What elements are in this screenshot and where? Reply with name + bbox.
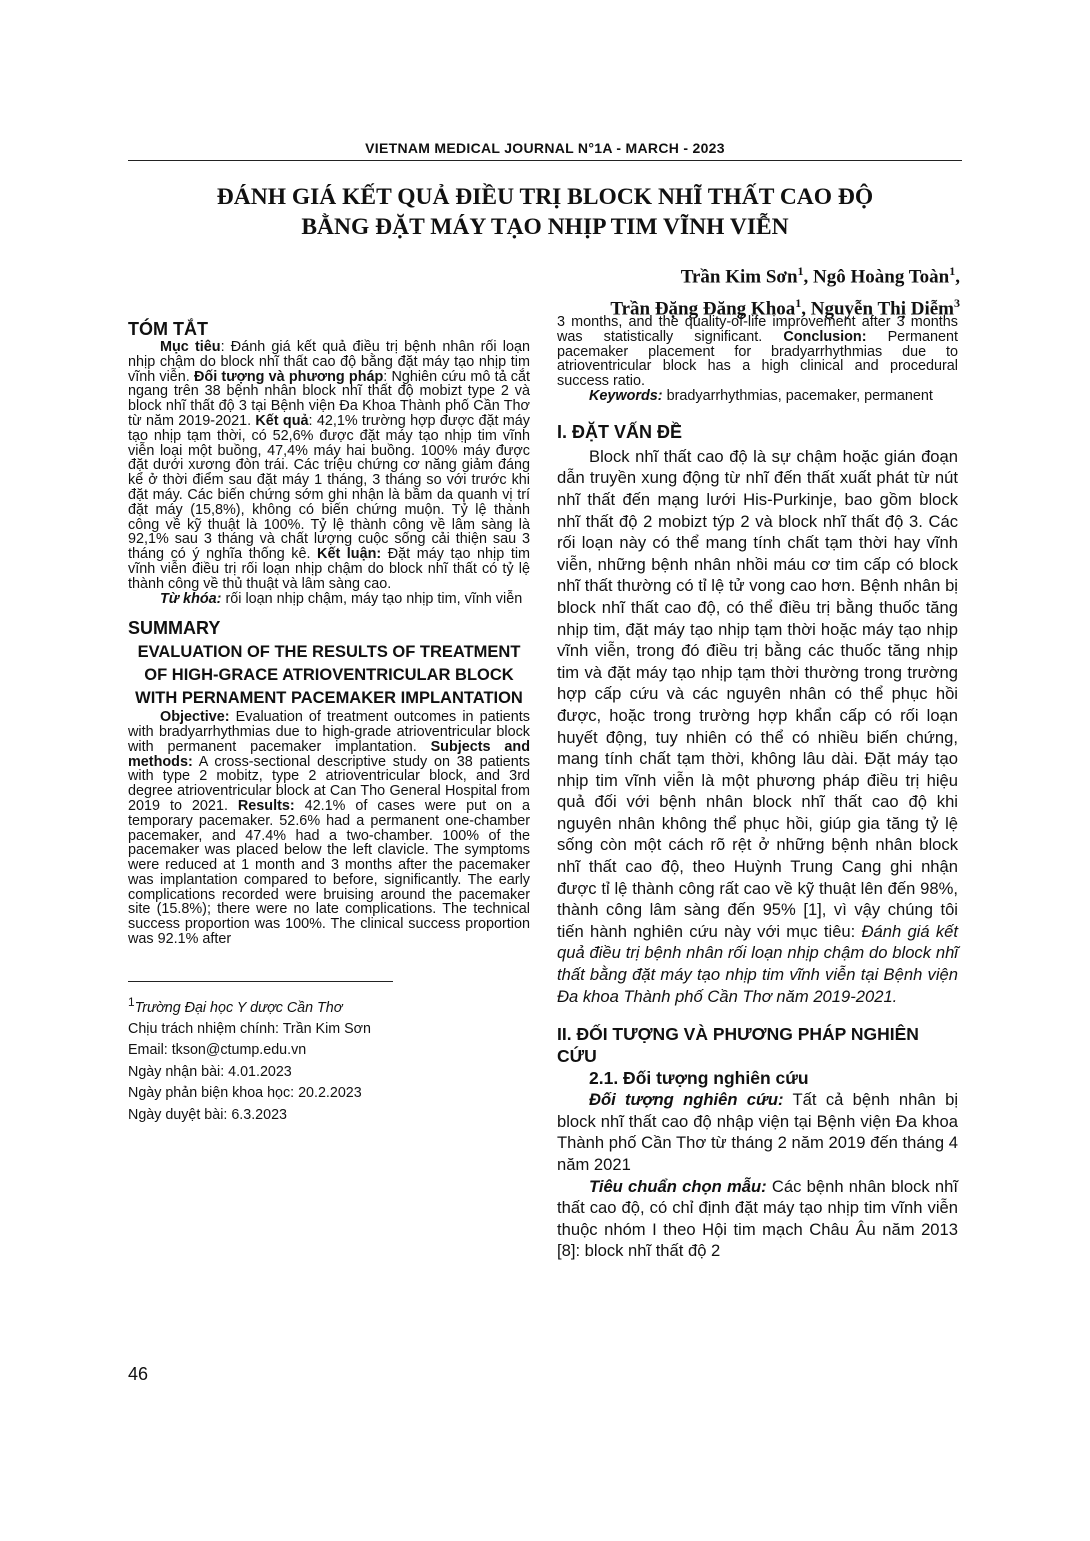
label-ketluan: Kết luận: (317, 546, 382, 563)
label-ketqua: Kết quả (255, 412, 309, 429)
affiliation-mark: 1 (949, 264, 956, 278)
label-muctieu: Mục tiêu (160, 339, 221, 355)
section-2-heading: II. ĐỐI TƯỢNG VÀ PHƯƠNG PHÁP NGHIÊN CỨU (557, 1024, 919, 1067)
affiliation-mark: 1 (795, 296, 802, 311)
text-ketqua: : 42,1% trường hợp được đặt máy tạo nhịp tạm thời, có 52,6% được đặt máy tạo nhịp tim vĩnh viễn loại một buồng, 47,4% máy hai buồng. 100% máy được đặt dưới xương đòn trái. Các triệu chứng cơ năng giảm đáng kể ở thời điểm sau đặt máy 1 tháng, 3 tháng so với trước khi đặt máy. Các biến chứng sớm ghi nhận là bầm da quanh vị trí đặt máy (15,8%), không có biến chứng muộn. Tỷ lệ thành công về kỹ thuật là 100%. Tỷ lệ thành công về lâm sàng là 92,1% sau 3 tháng và chất lượng cuộc sống cải thiện sau 3 tháng có ý nghĩa thống kê. (128, 412, 530, 563)
en-abstract-body (128, 710, 530, 947)
section-2-paragraph-2 (557, 1176, 958, 1262)
vn-abstract-heading: TÓM TẮT (128, 319, 208, 339)
text-tieuchuan: Các bệnh nhân block nhĩ thất cao độ, có chỉ định đặt máy tạo nhịp tim vĩnh viễn thuộc nhóm I theo Hội tim mạch Châu Âu năm 2013 [8]: block nhĩ thất độ 2 (557, 1176, 958, 1261)
en-abstract-continued (557, 315, 958, 389)
footnote-accepted: Ngày duyệt bài: 6.3.2023 (128, 1106, 287, 1123)
journal-header: VIETNAM MEDICAL JOURNAL N°1A - MARCH - 2023 (365, 140, 725, 156)
text-keywords: bradyarrhythmias, pacemaker, permanent (662, 387, 933, 404)
vn-abstract-body (128, 340, 530, 592)
label-doituong: Đối tượng và phương pháp (194, 368, 384, 385)
header-rule (128, 160, 962, 161)
label-tukhoa: Từ khóa: (160, 590, 222, 607)
en-abstract-title: EVALUATION OF THE RESULTS OF TREATMENT OF HIGH-GRACE ATRIOVENTRICULAR BLOCK WITH PERNAMENT PACEMAKER IMPLANTATION (135, 643, 523, 707)
en-summary-heading: SUMMARY (128, 618, 221, 639)
en-keywords (557, 389, 958, 404)
text-objective: Evaluation of treatment outcomes in patients with bradyarrhythmias due to high-grade atrioventricular block with permanent pacemaker implantation. (128, 709, 530, 755)
section-2-paragraph-1 (557, 1089, 958, 1175)
author-name: Ngô Hoàng Toàn (813, 266, 950, 288)
footnotes (128, 992, 530, 1126)
vn-keywords (128, 592, 530, 607)
article-title (128, 182, 962, 242)
text-results: 42.1% of cases were put on a temporary pacemaker. 52.6% had a permanent one-chamber pacemaker, and 47.4% had a two-chamber. 100% of the pacemaker was placed below the left clavicle. The symptoms were reduced at 1 month and 3 months after the pacemaker was implantation compared to before, significantly. The early complications recorded were bruising around the pacemaker site (15.8%); there were no late complications. The technical success proportion was 100%. The clinical success proportion was 92.1% after (128, 797, 530, 948)
author-name: Nguyễn Thị Diễm (810, 298, 954, 320)
affiliation-mark: 3 (954, 296, 960, 311)
text-subjects: A cross-sectional descriptive study on 38 patients with type 2 mobitz, type 2 atrioventricular block, and 3rd degree atrioventricular block at Can Tho General Hospital from 2019 to 2021. (128, 753, 530, 814)
footnote-rule (128, 981, 393, 982)
footnote-affiliation (128, 992, 530, 1019)
footnote-reviewed: Ngày phản biện khoa học: 20.2.2023 (128, 1085, 362, 1102)
affiliation-mark: 1 (128, 994, 135, 1009)
label-conclusion: Conclusion: (783, 328, 867, 345)
section-1-objective: Đánh giá kết quả điều trị bệnh nhân rối loạn nhịp chậm do block nhĩ thất bằng đặt máy tạo nhịp tim vĩnh viễn tại Bệnh viện Đa khoa Thành phố Cần Thơ năm 2019-2021. (557, 921, 958, 1006)
label-results: Results: (237, 797, 295, 814)
title-line-1: ĐÁNH GIÁ KẾT QUẢ ĐIỀU TRỊ BLOCK NHĨ THẤT CAO ĐỘ (216, 184, 874, 210)
text-results-continued: 3 months, and the quality-of-life improvement after 3 months was statistically significant. (557, 314, 958, 345)
text-conclusion: Permanent pacemaker placement for bradyarrhythmias due to atrioventricular block has a high clinical and procedural success ratio. (557, 328, 958, 390)
footnote-responsible: Chịu trách nhiệm chính: Trần Kim Sơn (128, 1021, 371, 1038)
right-column (557, 315, 958, 1262)
affiliation-mark: 1 (797, 264, 804, 278)
label-doituong-nghiencuu: Đối tượng nghiên cứu: (589, 1090, 784, 1110)
footnote-email: Email: tkson@ctump.edu.vn (128, 1042, 307, 1059)
author-name: Trần Đặng Đăng Khoa (610, 298, 796, 320)
text-tukhoa: rối loạn nhịp chậm, máy tạo nhịp tim, vĩnh viễn (221, 590, 523, 607)
text-muctieu: : Đánh giá kết quả điều trị bệnh nhân rối loạn nhịp chậm do block nhĩ thất cao độ bằng đặt máy tạo nhịp tim vĩnh viễn. (128, 339, 530, 385)
label-tieuchuan: Tiêu chuẩn chọn mẫu: (589, 1176, 767, 1196)
author-line-2: Trần Đặng Đăng Khoa$^1$, Nguyễn Thị Diễm$^3$ (610, 296, 960, 320)
title-line-2: BẰNG ĐẶT MÁY TẠO NHỊP TIM VĨNH VIỄN (301, 214, 789, 240)
affiliation-text: Trường Đại học Y dược Cần Thơ (134, 999, 343, 1016)
label-keywords: Keywords: (589, 387, 663, 404)
section-1-text: Block nhĩ thất cao độ là sự chậm hoặc gián đoạn dẫn truyền xung động từ nhĩ đến thất xuất phát từ nút nhĩ thất đến mạng lưới His-Purkinje, bao gồm block nhĩ thất độ 2 mobizt týp 2 và block nhĩ thất độ 3. Các rối loạn này có thể mang tính chất tạm thời hay vĩnh viễn, những bệnh nhân nhồi máu cơ tim cấp có block nhĩ thất thường có tỉ lệ tử vong cao hơn. Bệnh nhân bị block nhĩ thất cao độ, có thể điều trị bằng thuốc tăng nhịp tim, đặt máy tạo nhịp tạm thời hoặc máy tạo nhịp vĩnh viễn, trong đó điều trị bằng các thuốc tăng nhịp tim và đặt máy tạo nhịp tạm thời thường trong trường hợp cấp cứu và các nguyên nhân có thể phục hồi được, hoặc trong trường hợp khẩn cấp có rối loạn huyết động, tuy nhiên có thể có nhiều biến chứng, mang tính chất tạm thời, không lâu dài. Đặt máy tạo nhịp tim vĩnh viễn là một phương pháp điều trị hiệu quả đối với bệnh nhân block nhĩ thất cao độ khi nguyên nhân không thể phục hồi, giúp gia tăng tỷ lệ sống còn một cách rõ rệt ở những bệnh nhân block nhĩ thất cao độ, theo Huỳnh Trung Cang ghi nhận được tỉ lệ thành công rất cao về kỹ thuật lên đến 98%, thành công lâm sàng đến 95% [1], vì vậy chúng tôi tiến hành nghiên cứu này với mục tiêu: (557, 446, 958, 941)
page-number: 46 (128, 1364, 149, 1384)
author-name: Trần Kim Sơn (680, 266, 798, 288)
author-line-1: Trần Kim Sơn$^1$, Ngô Hoàng Toàn$^1$, (680, 264, 960, 288)
subsection-2-1-heading: 2.1. Đối tượng nghiên cứu (589, 1068, 809, 1089)
section-1-paragraph (557, 446, 958, 1007)
section-1-heading: I. ĐẶT VẤN ĐỀ (557, 421, 683, 442)
text-doituong-nghiencuu: Tất cả bệnh nhân bị block nhĩ thất cao độ nhập viện tại Bệnh viện Đa khoa Thành phố Cần Thơ từ tháng 2 năm 2019 đến tháng 4 năm 2021 (557, 1090, 959, 1174)
text-ketluan: Đặt máy tạo nhịp tim vĩnh viễn điều trị rối loạn nhịp chậm do block nhĩ thất có tỷ lệ thành công về thủ thuật và lâm sàng cao. (128, 546, 531, 592)
label-subjects: Subjects and methods: (128, 738, 530, 770)
label-objective: Objective: (160, 709, 230, 726)
text-doituong: : Nghiên cứu mô tả cắt ngang trên 38 bệnh nhân block nhĩ thất độ mobizt type 2 và block nhĩ thất độ 3 tại Bệnh viện Đa Khoa Thành phố Cần Thơ từ năm 2019-2021. (128, 368, 530, 429)
footnote-received: Ngày nhận bài: 4.01.2023 (128, 1063, 292, 1080)
left-column (128, 318, 530, 1126)
author-list (400, 258, 960, 323)
